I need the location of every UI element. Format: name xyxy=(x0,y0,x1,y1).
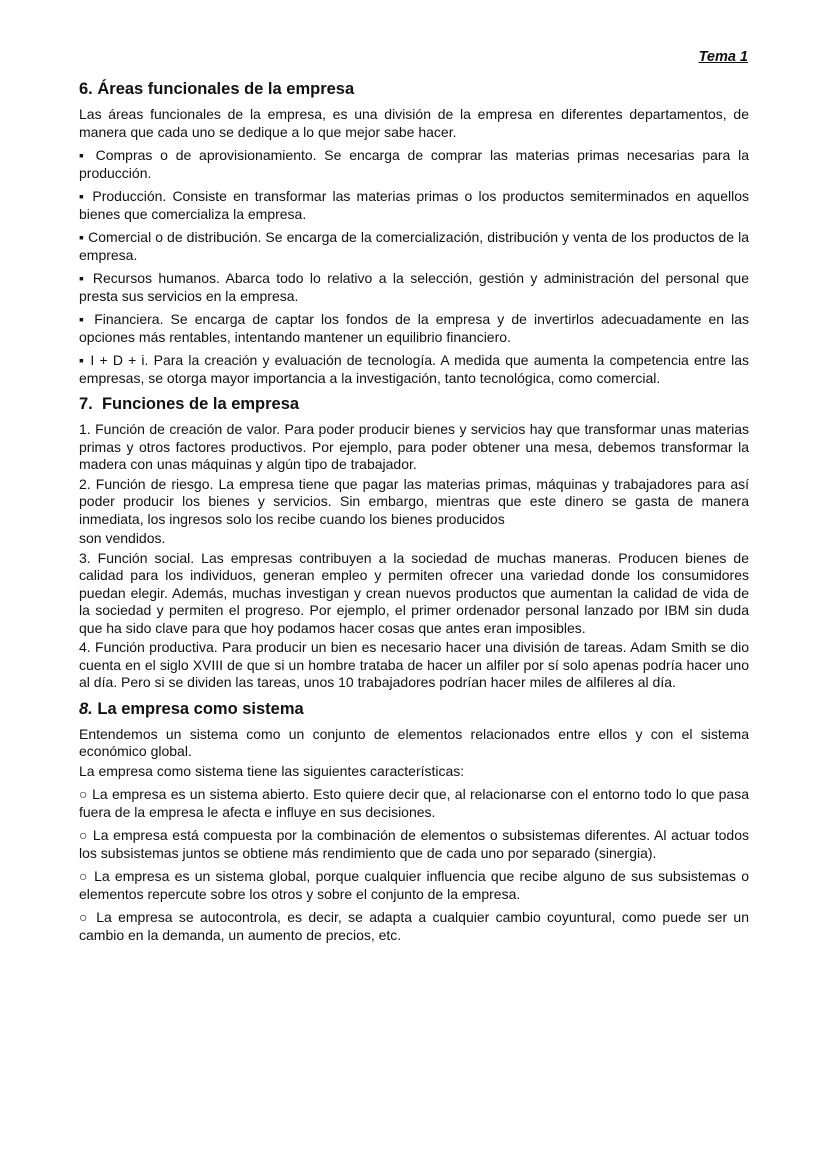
list-item: 3. Función social. Las empresas contribuyen a la sociedad de muchas maneras. Producen bienes de calidad para los individuos, generan empleo y permiten ofrecer una variedad donde los consumidores puedan elegir. Además, muchas investigan y crean nuevos productos que aumentan la calidad de vida de la sociedad y permiten el progreso. Por ejemplo, el primer ordenador personal lanzado por IBM sin duda que ha sido clave para que hoy podamos hacer cosas que antes eran imposibles. xyxy=(79,549,749,636)
list-item: ▪ Financiera. Se encarga de captar los fondos de la empresa y de invertirlos adecuadamente en las opciones más rentables, intentando mantener un equilibrio financiero. xyxy=(79,311,749,345)
list-item: ▪ I + D + i. Para la creación y evaluación de tecnología. A medida que aumenta la competencia entre las empresas, se otorga mayor importancia a la investigación, tanto tecnológica, como comercial. xyxy=(79,352,749,386)
document-content xyxy=(79,78,749,950)
paragraph: Las áreas funcionales de la empresa, es una división de la empresa en diferentes departamentos, de manera que cada uno se dedique a lo que mejor sabe hacer. xyxy=(79,106,749,140)
list-item: ○ La empresa se autocontrola, es decir, se adapta a cualquier cambio coyuntural, como puede ser un cambio en la demanda, un aumento de precios, etc. xyxy=(79,909,749,943)
list-item: 1. Función de creación de valor. Para poder producir bienes y servicios hay que transformar unas materias primas y otros factores productivos. Por ejemplo, para poder obtener una mesa, debemos transformar la madera con unas máquinas y algún tipo de trabajador. xyxy=(79,421,749,472)
list-item: 4. Función productiva. Para producir un bien es necesario hacer una división de tareas. Adam Smith se dio cuenta en el siglo XVIII de que si un hombre trataba de hacer un alfiler por sí solo apenas podría hacer uno al día. Pero si se dividen las tareas, unos 10 trabajadores podrían hacer miles de alfileres al día. xyxy=(79,639,749,690)
list-item: ○ La empresa es un sistema global, porque cualquier influencia que recibe alguno de sus subsistemas o elementos repercute sobre los otros y sobre el conjunto de la empresa. xyxy=(79,868,749,902)
paragraph: Entendemos un sistema como un conjunto de elementos relacionados entre ellos y con el sistema económico global. xyxy=(79,725,749,759)
section-7-number: 7. xyxy=(79,395,93,413)
list-item: ○ La empresa es un sistema abierto. Esto quiere decir que, al relacionarse con el entorno todo lo que pasa fuera de la empresa le afecta e influye en sus decisiones. xyxy=(79,786,749,820)
section-8-heading xyxy=(79,698,749,720)
list-item: ▪ Compras o de aprovisionamiento. Se encarga de comprar las materias primas necesarias para la producción. xyxy=(79,147,749,181)
list-item: ▪ Recursos humanos. Abarca todo lo relativo a la selección, gestión y administración del personal que presta sus servicios en la empresa. xyxy=(79,270,749,304)
section-6-number: 6. xyxy=(79,80,93,98)
section-6-title: Áreas funcionales de la empresa xyxy=(97,80,355,98)
section-8-title: La empresa como sistema xyxy=(97,699,304,718)
list-item: ▪ Producción. Consiste en transformar las materias primas o los productos semiterminados en aquellos bienes que comercializa la empresa. xyxy=(79,188,749,222)
section-8-number: 8. xyxy=(79,699,93,718)
list-item: 2. Función de riesgo. La empresa tiene que pagar las materias primas, máquinas y trabajadores para así poder producir los bienes y servicios. Sin embargo, mientras que este dinero se gasta de manera inmediata, los ingresos solo los recibe cuando los bienes producidos xyxy=(79,475,749,527)
paragraph: La empresa como sistema tiene las siguientes características: xyxy=(79,762,465,779)
section-7 xyxy=(79,393,749,692)
list-item: son vendidos. xyxy=(79,530,166,546)
section-6-heading xyxy=(79,78,749,100)
section-7-title: Funciones de la empresa xyxy=(101,395,300,413)
page-header-tag: Tema 1 xyxy=(698,49,748,65)
section-6 xyxy=(79,78,749,387)
section-7-heading xyxy=(79,393,749,415)
section-8 xyxy=(79,698,749,945)
list-item: ▪ Comercial o de distribución. Se encarga de la comercialización, distribución y venta de los productos de la empresa. xyxy=(79,229,749,263)
list-item: ○ La empresa está compuesta por la combinación de elementos o subsistemas diferentes. Al actuar todos los subsistemas juntos se obtiene más rendimiento que de cada uno por separado (sinergia). xyxy=(79,827,749,861)
